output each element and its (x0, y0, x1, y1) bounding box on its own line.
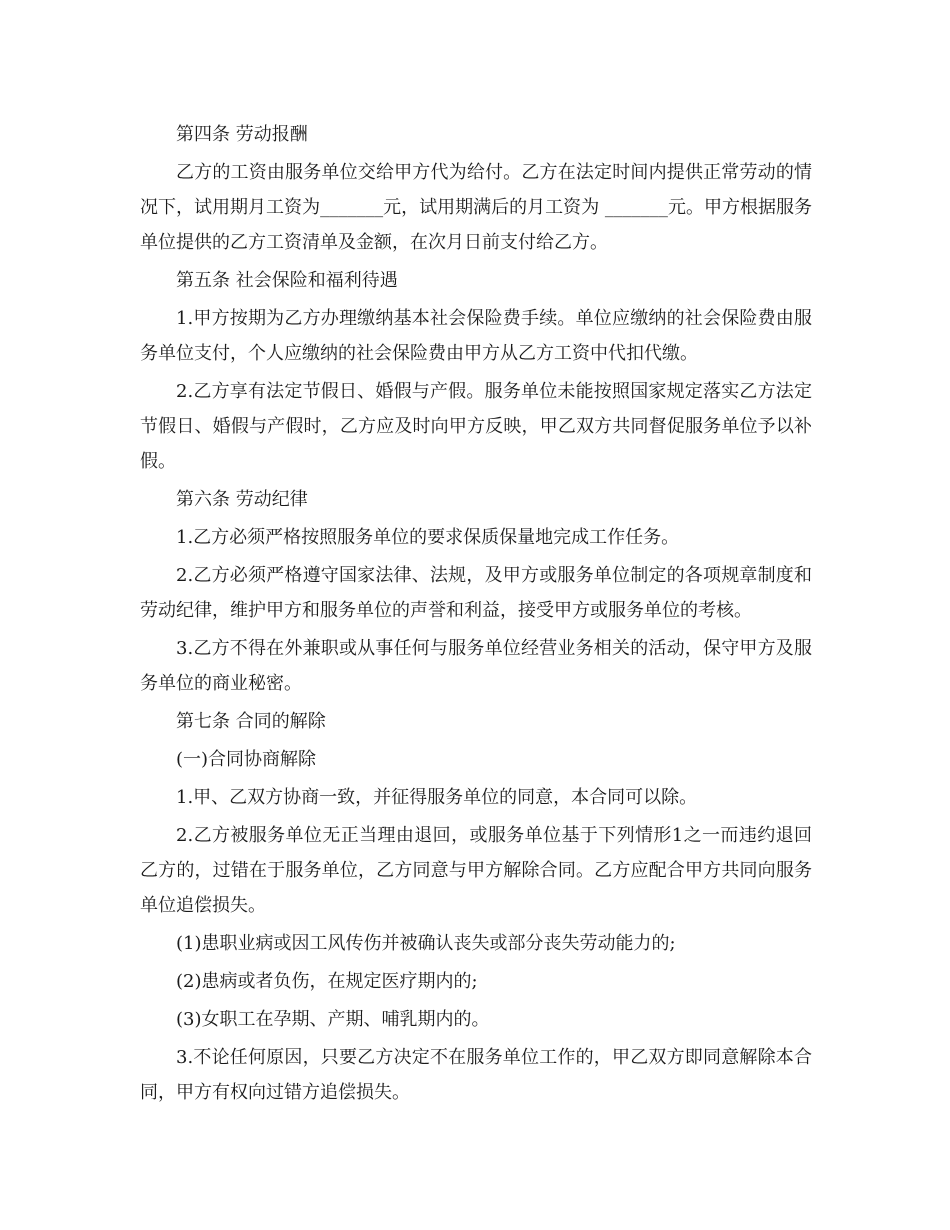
article-7-clause-3: 3.不论任何原因，只要乙方决定不在服务单位工作的，甲乙双方即同意解除本合同，甲方有权向过错方追偿损失。 (140, 1047, 812, 1103)
article-5-clause-2: 2.乙方享有法定节假日、婚假与产假。服务单位未能按照国家规定落实乙方法定节假日、婚假与产假时，乙方应及时向甲方反映，甲乙双方共同督促服务单位予以补假。 (140, 381, 812, 472)
article-7-case-1: (1)患职业病或因工风传伤并被确认丧失或部分丧失劳动能力的; (176, 933, 676, 954)
article-6-heading: 第六条 劳动纪律 (176, 489, 308, 510)
article-5-clause-1: 1.甲方按期为乙方办理缴纳基本社会保险费手续。单位应缴纳的社会保险费由服务单位支付，个人应缴纳的社会保险费由甲方从乙方工资中代扣代缴。 (140, 308, 812, 364)
article-7-case-2: (2)患病或者负伤，在规定医疗期内的; (176, 971, 478, 992)
article-5-heading: 第五条 社会保险和福利待遇 (176, 270, 398, 291)
article-7-subheading-1: (一)合同协商解除 (176, 749, 317, 770)
article-6-clause-1: 1.乙方必须严格按照服务单位的要求保质保量地完成工作任务。 (176, 527, 680, 548)
article-6-clause-3: 3.乙方不得在外兼职或从事任何与服务单位经营业务相关的活动，保守甲方及服务单位的商业秘密。 (140, 638, 812, 694)
document-body (140, 117, 812, 1110)
article-7-heading: 第七条 合同的解除 (176, 711, 326, 732)
article-7-clause-2: 2.乙方被服务单位无正当理由退回，或服务单位基于下列情形1之一而违约退回乙方的，过错在于服务单位，乙方同意与甲方解除合同。乙方应配合甲方共同向服务单位追偿损失。 (140, 825, 812, 916)
article-6-clause-2: 2.乙方必须严格遵守国家法律、法规，及甲方或服务单位制定的各项规章制度和劳动纪律，维护甲方和服务单位的声誉和利益，接受甲方或服务单位的考核。 (140, 565, 812, 621)
article-7-clause-1: 1.甲、乙双方协商一致，并征得服务单位的同意，本合同可以除。 (176, 787, 698, 808)
article-4-paragraph: 乙方的工资由服务单位交给甲方代为给付。乙方在法定时间内提供正常劳动的情况下，试用期月工资为_______元，试用期满后的月工资为 _______元。甲方根据服务单位提供的乙方工资清单及金额，在次月日前支付给乙方。 (140, 162, 812, 253)
article-7-case-3: (3)女职工在孕期、产期、哺乳期内的。 (176, 1009, 490, 1030)
article-4-heading: 第四条 劳动报酬 (176, 124, 308, 145)
